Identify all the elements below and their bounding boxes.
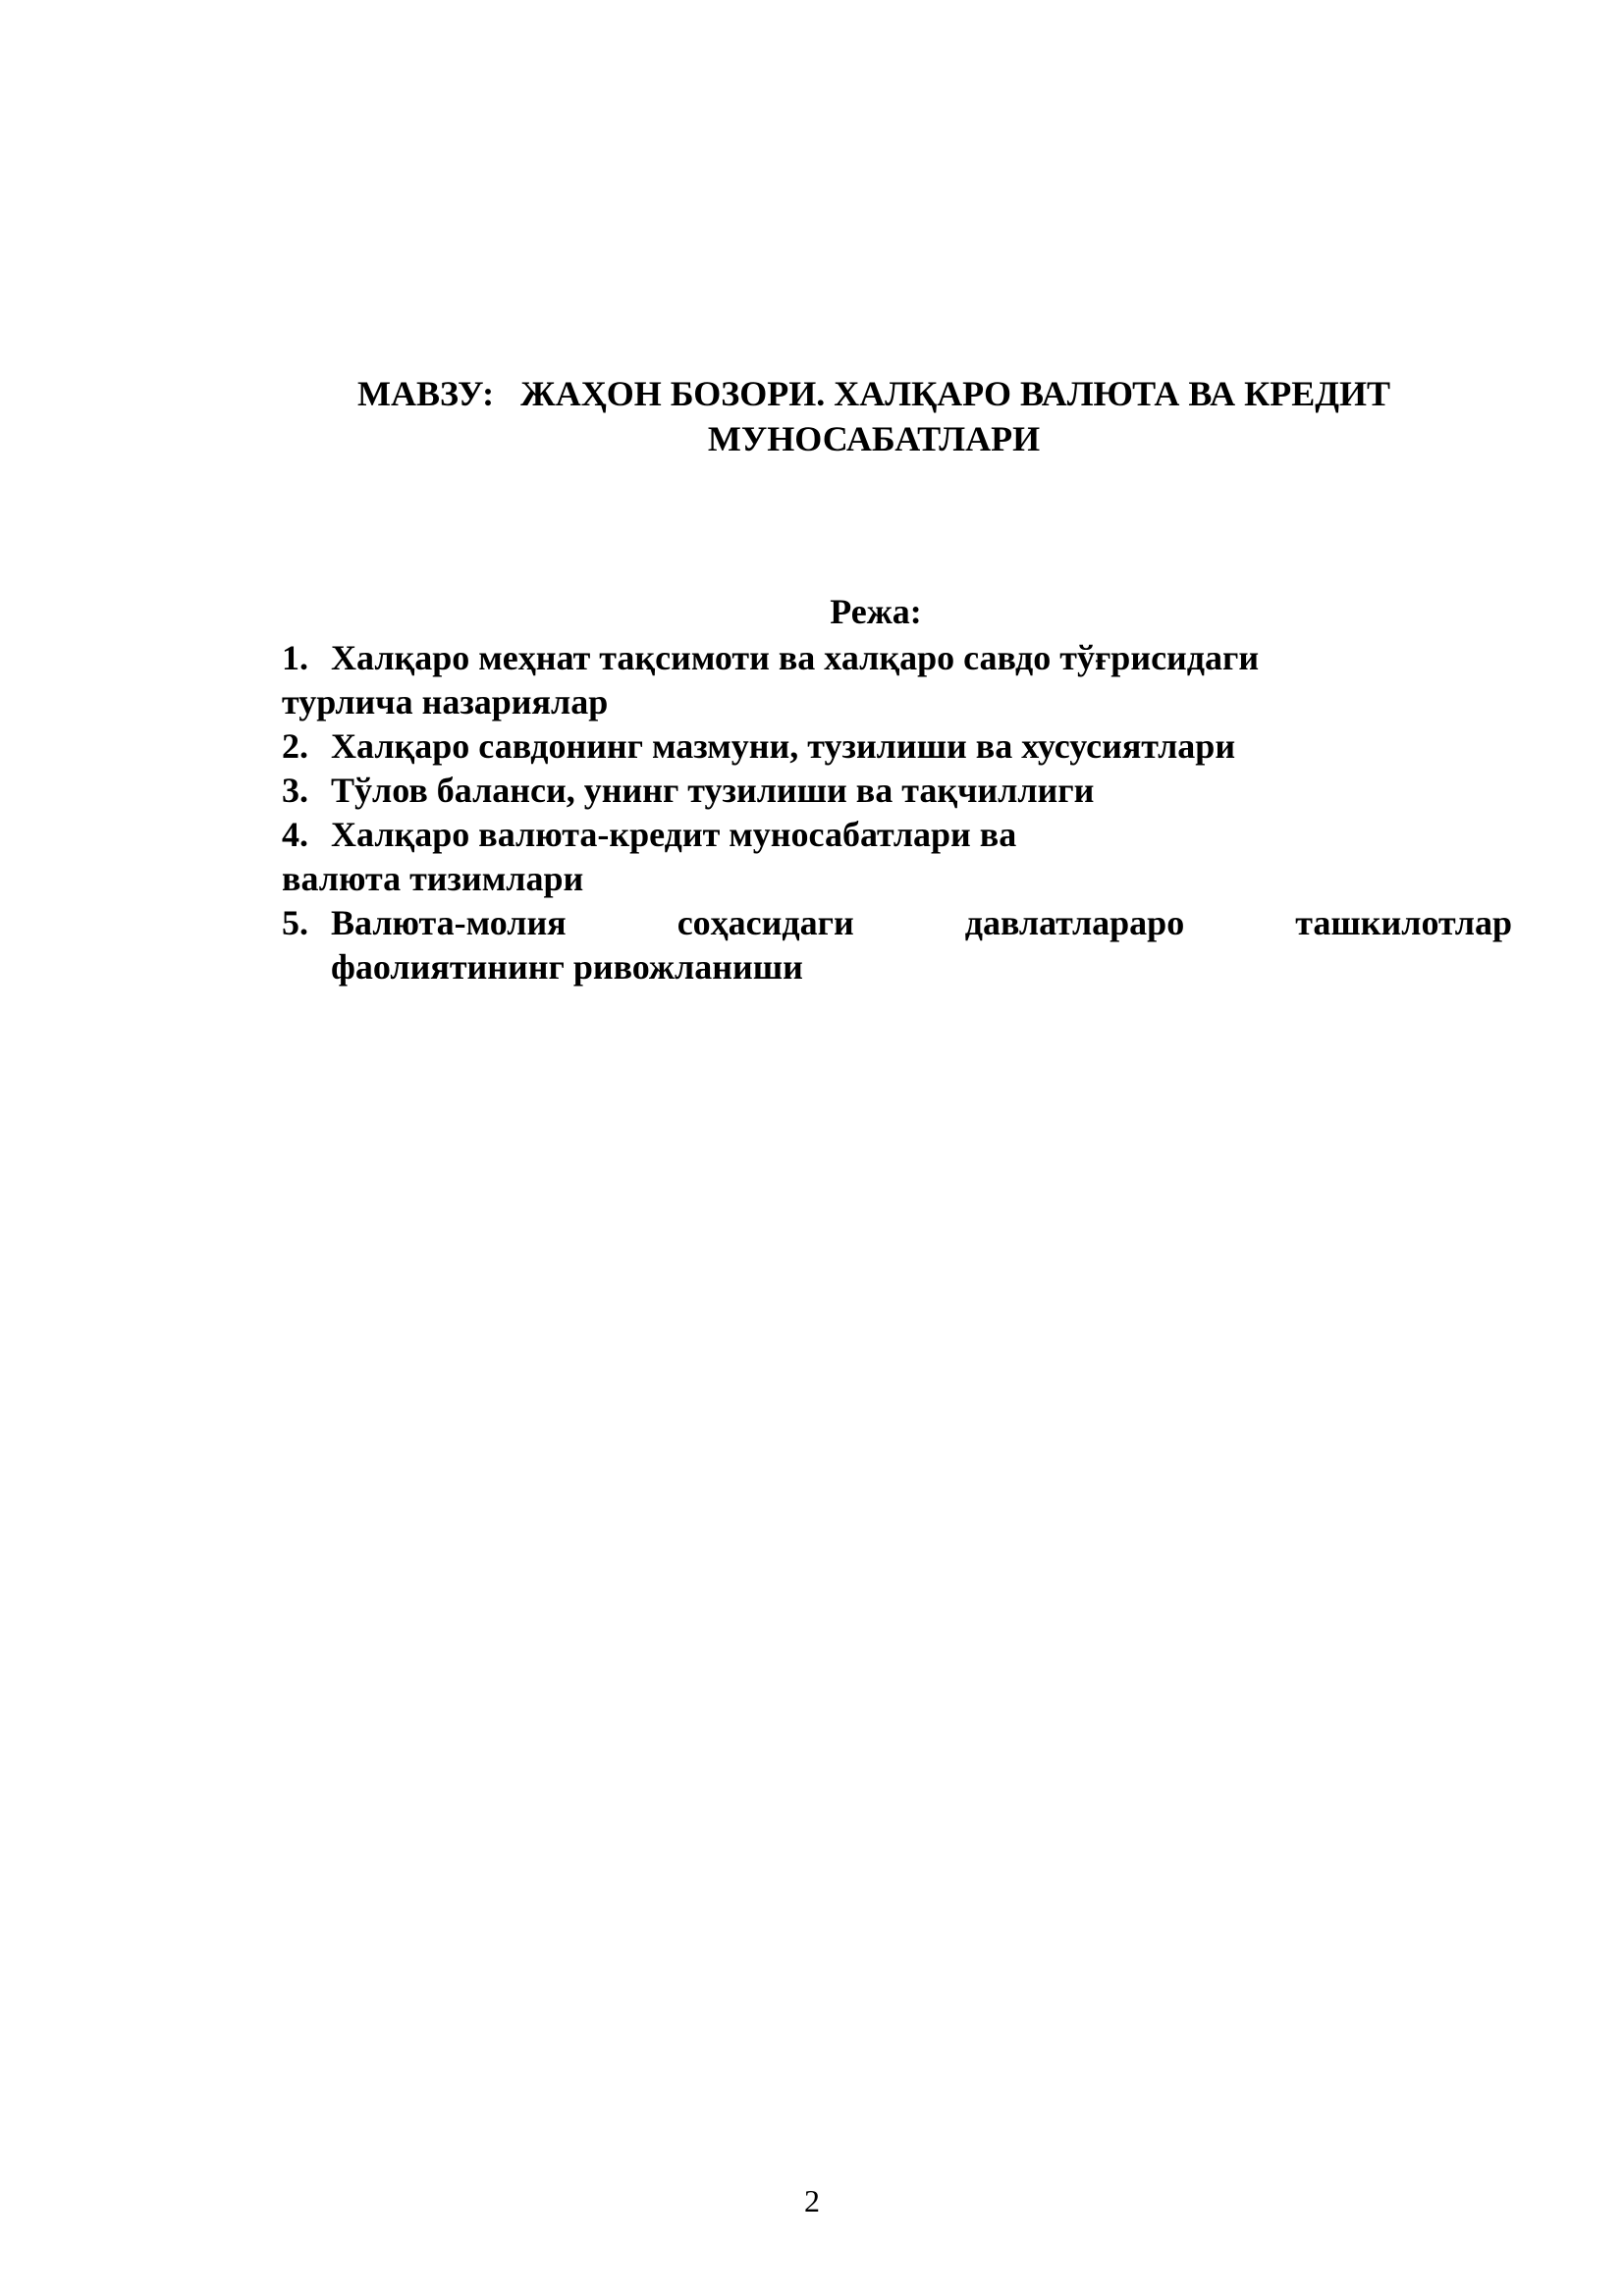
item-word: давлатлараро (964, 903, 1185, 942)
item-number: 4. (282, 815, 308, 854)
list-item-continuation: валюта тизимлари (282, 859, 584, 898)
plan-heading: Режа: (830, 592, 922, 631)
list-item (282, 724, 1512, 769)
title-prefix: МАВЗУ: (356, 374, 495, 413)
item-number: 3. (282, 771, 308, 810)
list-item (282, 813, 1512, 857)
title-line-2: МУНОСАБАТЛАРИ (707, 419, 1041, 458)
item-text: Халқаро савдонинг мазмуни, тузилиши ва хусусиятлари (331, 726, 1236, 766)
page-number: 2 (804, 2183, 820, 2218)
item-word: ташкилотлар (1295, 903, 1512, 942)
page-title (285, 371, 1463, 461)
item-text: Халқаро валюта-кредит муносабатлари ва (331, 815, 1017, 854)
title-text-1: ЖАҲОН БОЗОРИ. ХАЛҚАРО ВАЛЮТА ВА КРЕДИТ (520, 374, 1391, 413)
item-text: Халқаро меҳнат тақсимоти ва халқаро савдо тўғрисидаги (331, 638, 1260, 677)
list-item (282, 636, 1512, 680)
list-item (282, 769, 1512, 813)
item-first-word (282, 901, 567, 945)
list-item-continuation: фаолиятининг ривожланиши (331, 947, 803, 987)
plan-list (282, 636, 1512, 989)
title-line-1 (285, 371, 1463, 416)
item-text: Тўлов баланси, унинг тузилиши ва тақчиллиги (331, 771, 1095, 810)
item-word: Валюта-молия (331, 903, 567, 942)
item-number: 5. (282, 903, 308, 942)
item-number: 1. (282, 638, 308, 677)
list-item (282, 901, 1512, 945)
item-number: 2. (282, 726, 308, 766)
item-word: соҳасидаги (677, 903, 854, 942)
list-item-continuation: турлича назариялар (282, 682, 609, 721)
